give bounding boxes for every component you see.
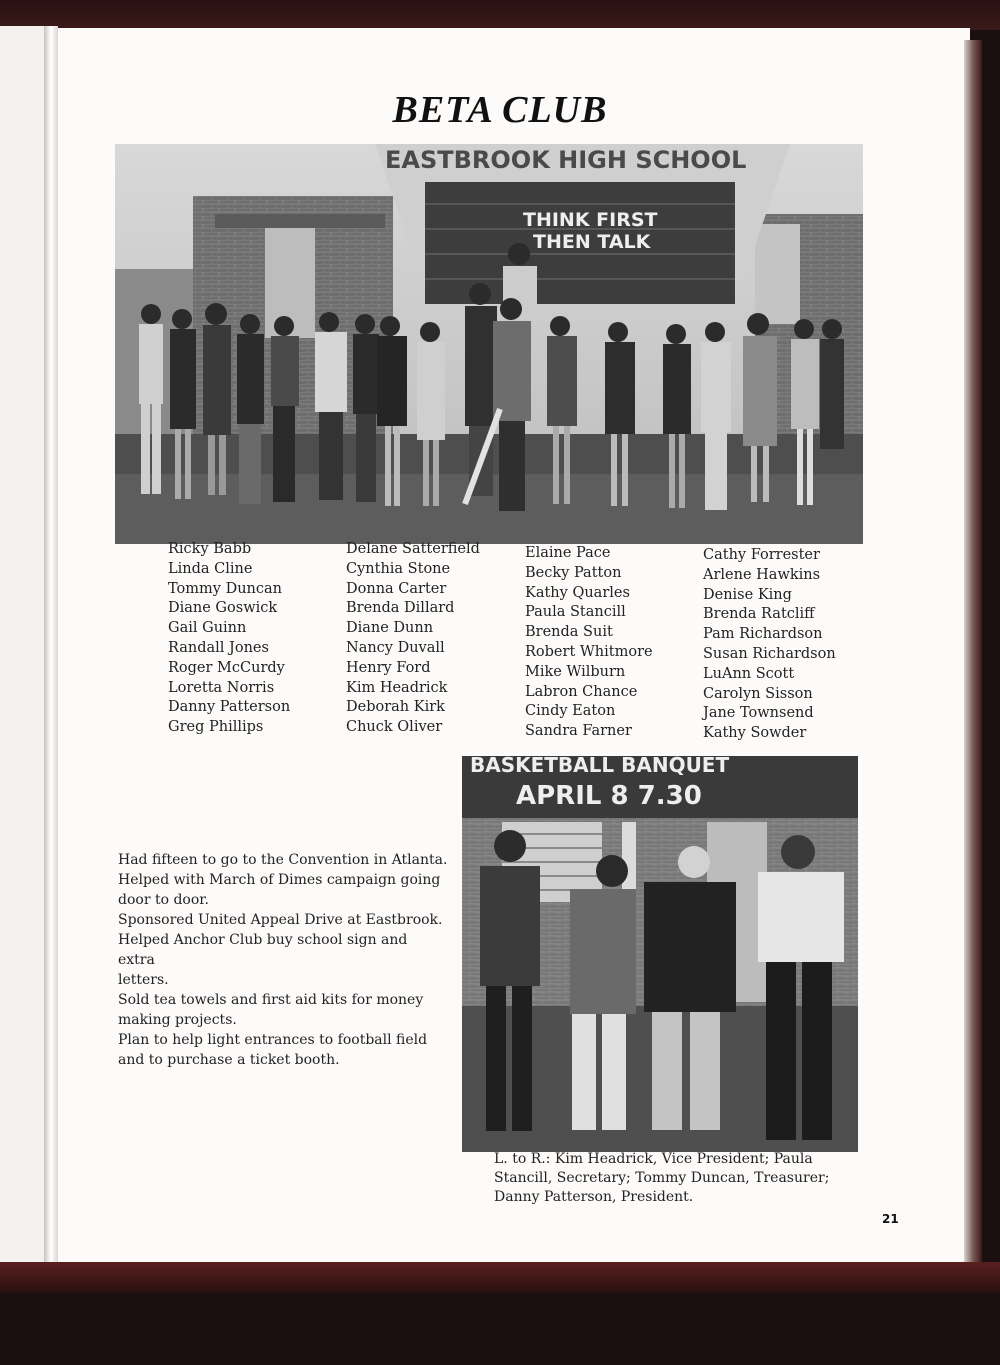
marquee-line-1: THINK FIRST (523, 209, 658, 231)
member-name: Arlene Hawkins (703, 566, 821, 583)
member-name: Deborah Kirk (346, 699, 445, 716)
member-names-column-1 (168, 540, 290, 738)
member-name: Cynthia Stone (346, 560, 451, 577)
member-name: Delane Satterfield (346, 541, 480, 557)
activity-line: Plan to help light entrances to football field (118, 1032, 428, 1048)
member-name: Kim Headrick (346, 679, 448, 696)
member-names-column-4 (703, 546, 836, 744)
member-name: Paula Stancill (525, 604, 626, 621)
banquet-sign-line-1: BASKETBALL BANQUET (470, 756, 730, 777)
member-name: Brenda Ratcliff (703, 606, 815, 623)
member-name: Cathy Forrester (703, 547, 820, 563)
activity-line: making projects. (118, 1012, 237, 1028)
page-stack-edge (964, 40, 982, 1262)
member-name: Danny Patterson (168, 699, 291, 716)
member-name: Diane Dunn (346, 620, 434, 637)
member-name: Diane Goswick (168, 600, 278, 617)
member-name: Kathy Sowder (703, 725, 807, 742)
member-name: Roger McCurdy (168, 659, 285, 676)
book-bottom-edge (0, 1262, 1000, 1292)
member-name: Carolyn Sisson (703, 685, 813, 702)
page-number: 21 (882, 1212, 899, 1226)
member-name: Cindy Eaton (525, 703, 616, 720)
member-name: Elaine Pace (525, 545, 611, 561)
member-name: Labron Chance (525, 683, 638, 700)
member-name: Donna Carter (346, 580, 447, 597)
banquet-sign-line-2: APRIL 8 7.30 (516, 781, 702, 811)
member-name: LuAnn Scott (703, 665, 795, 682)
activity-line: Helped Anchor Club buy school sign and extra (118, 932, 408, 968)
page-title: BETA CLUB (392, 89, 608, 131)
member-name: Robert Whitmore (525, 643, 653, 660)
activity-line: door to door. (118, 892, 209, 908)
member-name: Randall Jones (168, 639, 269, 656)
member-name: Denise King (703, 586, 792, 603)
activity-line: Sponsored United Appeal Drive at Eastbrook. (118, 912, 443, 928)
member-name: Linda Cline (168, 560, 253, 577)
member-name: Gail Guinn (168, 620, 247, 637)
book-gutter (44, 26, 58, 1262)
activity-line: Helped with March of Dimes campaign going (118, 872, 441, 888)
member-name: Ricky Babb (168, 541, 252, 557)
member-names-column-3 (525, 544, 653, 742)
member-name: Jane Townsend (703, 705, 814, 722)
member-name: Tommy Duncan (168, 580, 282, 597)
book-top-edge (0, 0, 1000, 30)
member-name: Pam Richardson (703, 626, 823, 643)
member-name: Brenda Suit (525, 624, 613, 641)
member-name: Kathy Quarles (525, 584, 630, 601)
member-name: Mike Wilburn (525, 663, 626, 680)
member-name: Sandra Farner (525, 723, 632, 740)
member-names-column-2 (346, 540, 480, 738)
activity-line: Sold tea towels and first aid kits for money (118, 992, 424, 1008)
club-activities-text (118, 850, 448, 1070)
school-sign-text: EASTBROOK HIGH SCHOOL (385, 146, 747, 174)
group-photo (115, 144, 863, 544)
member-name: Henry Ford (346, 659, 431, 676)
member-name: Loretta Norris (168, 679, 275, 696)
officers-photo (462, 756, 858, 1152)
activity-line: Had fifteen to go to the Convention in Atlanta. (118, 852, 448, 868)
member-name: Brenda Dillard (346, 600, 455, 617)
marquee-line-2: THEN TALK (533, 231, 651, 253)
activity-line: letters. (118, 972, 169, 988)
officers-caption: L. to R.: Kim Headrick, Vice President; Paula Stancill, Secretary; Tommy Duncan, Treasurer; Danny Patterson, President. (494, 1151, 830, 1205)
member-name: Greg Phillips (168, 719, 264, 736)
member-name: Susan Richardson (703, 645, 836, 662)
member-name: Becky Patton (525, 564, 622, 581)
member-name: Nancy Duvall (346, 639, 445, 656)
member-name: Chuck Oliver (346, 719, 443, 736)
activity-line: and to purchase a ticket booth. (118, 1052, 340, 1068)
